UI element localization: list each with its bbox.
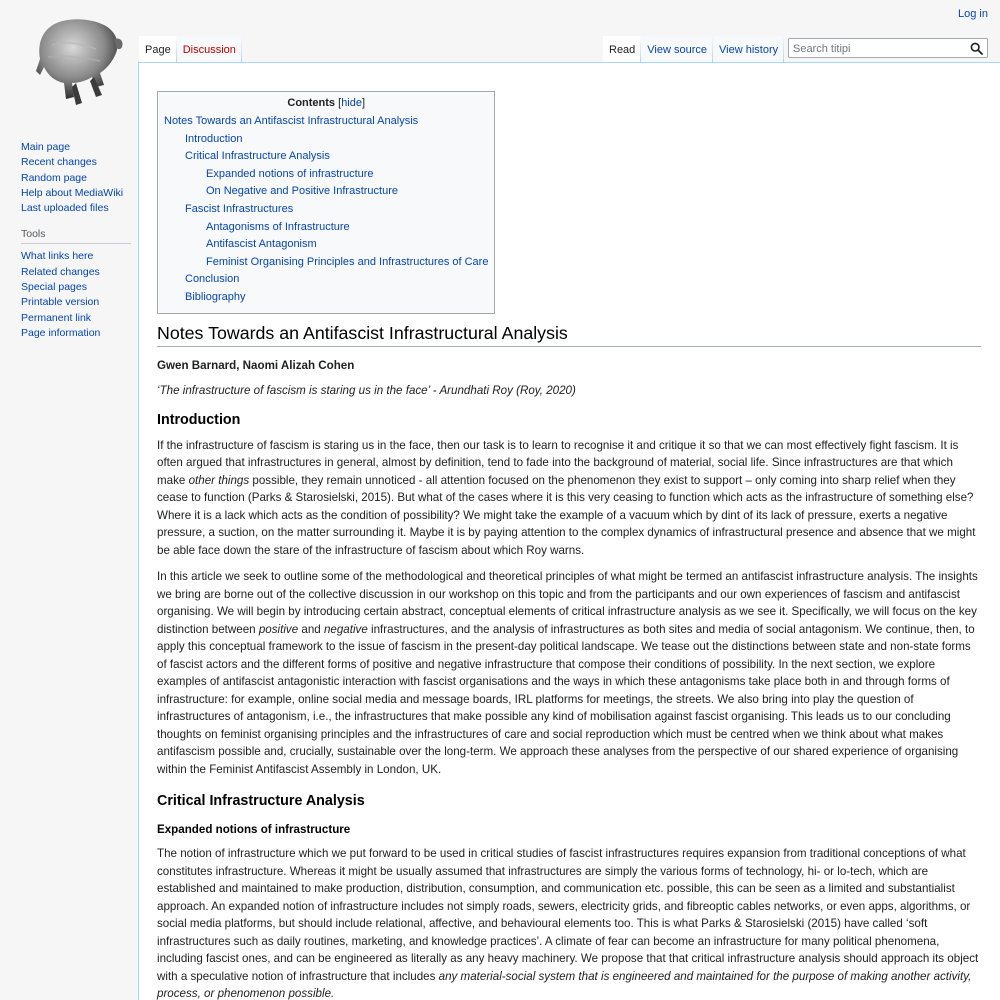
toc-title — [164, 97, 488, 109]
sidebar-item-random-page[interactable]: Random page — [21, 171, 87, 184]
tab-discussion[interactable]: Discussion — [177, 36, 242, 63]
tab-view-source[interactable]: View source — [641, 36, 713, 63]
sidebar-item-printable-version[interactable]: Printable version — [21, 296, 100, 309]
paragraph-emphasis: negative — [323, 622, 368, 636]
tab-page[interactable]: Page — [139, 36, 177, 63]
sidebar-item-uploaded-files[interactable]: Last uploaded files — [21, 202, 109, 215]
tab-view-history[interactable]: View history — [713, 36, 784, 63]
paragraph-text: possible, they remain unnoticed - all attention focused on the phenomenon they exist to support – only coming into sharp relief when they cease to function (Parks & Starosielski, 2015). But what of the cases where it is this very ceasing to function which acts as the infrastructure of something else? Where it is a lack which acts as the condition of possibility? We might take the example of a vacuum which by dint of its lack of pressure, exerts a negative pressure, a suction, on the matter surrounding it. Maybe it is by paying attention to the complex dynamics of infrastructural presence and absence that we might be able face down the stare of the infrastructure of fascism about which Roy warns. — [157, 473, 976, 557]
page-title: Notes Towards an Antifascist Infrastructural Analysis — [157, 323, 981, 347]
toc-bracket-close: ] — [361, 97, 366, 109]
toc-item-feminist-principles[interactable]: Feminist Organising Principles and Infrastructures of Care — [206, 255, 489, 268]
navigation-portal — [21, 140, 131, 216]
paragraph-text: If the infrastructure of fascism is staring us in the face, then our task is to learn to recognise it and critique it so that we can most effectively fight fascism. It is often argued that infrastructures in general, almost by definition, tend to fade into the background of material, social life. Since infrastructures are that which make — [157, 438, 959, 487]
toc-item-title[interactable]: Notes Towards an Antifascist Infrastructural Analysis — [164, 115, 419, 127]
sidebar-item-what-links-here[interactable]: What links here — [21, 250, 94, 263]
paragraph-intro-1 — [157, 437, 981, 560]
sidebar-item-page-information[interactable]: Page information — [21, 326, 101, 339]
paragraph-text: In this article we seek to outline some of the methodological and theoretical principles of what might be termed an antifascist infrastructure analysis. The insights we bring are borne out of the collective discussion in our workshop on this topic and from the participants and our own experiences of fascism and antifascist organising. We will begin by introducing certain abstract, conceptual elements of critical infrastructure analysis as we see it. Specifically, we will focus on the key distinction between — [157, 570, 978, 636]
toc-item-antagonisms[interactable]: Antagonisms of Infrastructure — [206, 220, 350, 233]
paragraph-text: infrastructures, and the analysis of infrastructures as both sites and media of social antagonism. We continue, then, to apply this conceptual framework to the issue of fascism in the present-day political landscape. We tease out the distinctions between state and non-state forms of fascist actors and the different forms of positive and negative infrastructure that compose their conditions of possibility. In the next section, we explore examples of antifascist antagonistic interaction with fascist organisations and the ways in which these antagonisms take place both in and through forms of infrastructure: for example, online social media and message boards, IRL platforms for meetings, the streets. We also bring into play the question of infrastructures of antagonism, i.e., the infrastructures that make possible any kind of mobilisation against fascist organising. This leads us to our concluding thoughts on feminist organising principles and the infrastructures of care and social reproduction which must be centred when we think about what makes antifascism possible and, crucially, sustainable over the long-term. We approach these analyses from the perspective of our shared experience of organising within the Feminist Antifascist Assembly in London, UK. — [157, 622, 975, 776]
personal-tools — [958, 8, 988, 20]
toc-item-bibliography[interactable]: Bibliography — [185, 290, 246, 303]
toc-hide-toggle[interactable]: hide — [341, 97, 362, 109]
sidebar-item-special-pages[interactable]: Special pages — [21, 281, 87, 294]
sidebar-item-permanent-link[interactable]: Permanent link — [21, 311, 92, 324]
paragraph-expanded-1 — [157, 845, 981, 1000]
toc-heading: Contents — [287, 97, 336, 109]
toc-item-expanded-notions[interactable]: Expanded notions of infrastructure — [206, 167, 374, 180]
paragraph-emphasis: positive — [258, 622, 299, 636]
table-of-contents — [157, 91, 495, 314]
toc-item-introduction[interactable]: Introduction — [185, 132, 243, 145]
article-epigraph: ‘The infrastructure of fascism is staring us in the face’ - Arundhati Roy (Roy, 2020) — [157, 383, 576, 397]
section-heading-introduction: Introduction — [157, 411, 241, 428]
toc-item-antifascist-antagonism[interactable]: Antifascist Antagonism — [206, 238, 317, 251]
namespace-tabs — [139, 36, 242, 63]
search-input[interactable] — [789, 40, 964, 58]
sidebar — [21, 140, 131, 353]
section-heading-critical-analysis: Critical Infrastructure Analysis — [157, 793, 365, 810]
sidebar-item-main-page[interactable]: Main page — [21, 141, 71, 153]
toc-item-negative-positive[interactable]: On Negative and Positive Infrastructure — [206, 185, 398, 198]
tools-heading: Tools — [21, 228, 131, 244]
toc-item-conclusion[interactable]: Conclusion — [185, 273, 240, 286]
subsection-heading-expanded-notions: Expanded notions of infrastructure — [157, 823, 351, 837]
paragraph-text: The notion of infrastructure which we put forward to be used in critical studies of fascist infrastructures requires expansion from traditional conceptions of what constitutes infrastructure. Whereas it might be usually assumed that infrastructures are simply the various forms of technology, hi- or lo-tech, which are established and maintained to make production, distribution, consumption, and communication etc. possible, this can be seen as a limited and substantialist approach. An expanded notion of infrastructure includes not simply roads, sewers, electricity grids, and fibreoptic cables networks, or even apps, algorithms, or social media platforms, but should include relational, affective, and behavioural elements too. This is what Parks & Starosielski (2015) have called ‘soft infrastructures such as daily routines, marketing, and knowledge practices’. A climate of fear can become an infrastructure for many political phenomena, including fascist ones, and can be engineered as literally as any heavy machinery. We propose that that critical infrastructure analysis should approach its object with a speculative notion of infrastructure that includes — [157, 847, 979, 983]
tab-read[interactable]: Read — [603, 36, 641, 63]
paragraph-text: and — [298, 622, 324, 636]
main-content — [138, 62, 1000, 1000]
search-icon[interactable] — [970, 42, 983, 55]
paragraph-emphasis: other things — [188, 473, 250, 487]
toc-bracket-open: [ — [338, 97, 342, 109]
search-box — [788, 38, 988, 58]
tardigrade-logo-icon — [30, 15, 130, 110]
sidebar-item-recent-changes[interactable]: Recent changes — [21, 156, 97, 169]
sidebar-item-related-changes[interactable]: Related changes — [21, 265, 100, 278]
view-tabs — [603, 36, 784, 63]
article-authors: Gwen Barnard, Naomi Alizah Cohen — [157, 358, 355, 372]
paragraph-intro-2 — [157, 568, 981, 778]
toc-item-fascist-infrastructures[interactable]: Fascist Infrastructures — [185, 202, 294, 215]
sidebar-item-help[interactable]: Help about MediaWiki — [21, 186, 124, 199]
site-logo[interactable] — [30, 15, 130, 110]
toc-item-critical-analysis[interactable]: Critical Infrastructure Analysis — [185, 150, 330, 163]
paragraph-emphasis: any material-social system that is engineered and maintained for the purpose of making another activity, process, or phenomenon possible. — [157, 969, 972, 1000]
tools-portal — [21, 228, 131, 341]
login-link[interactable]: Log in — [958, 8, 988, 20]
